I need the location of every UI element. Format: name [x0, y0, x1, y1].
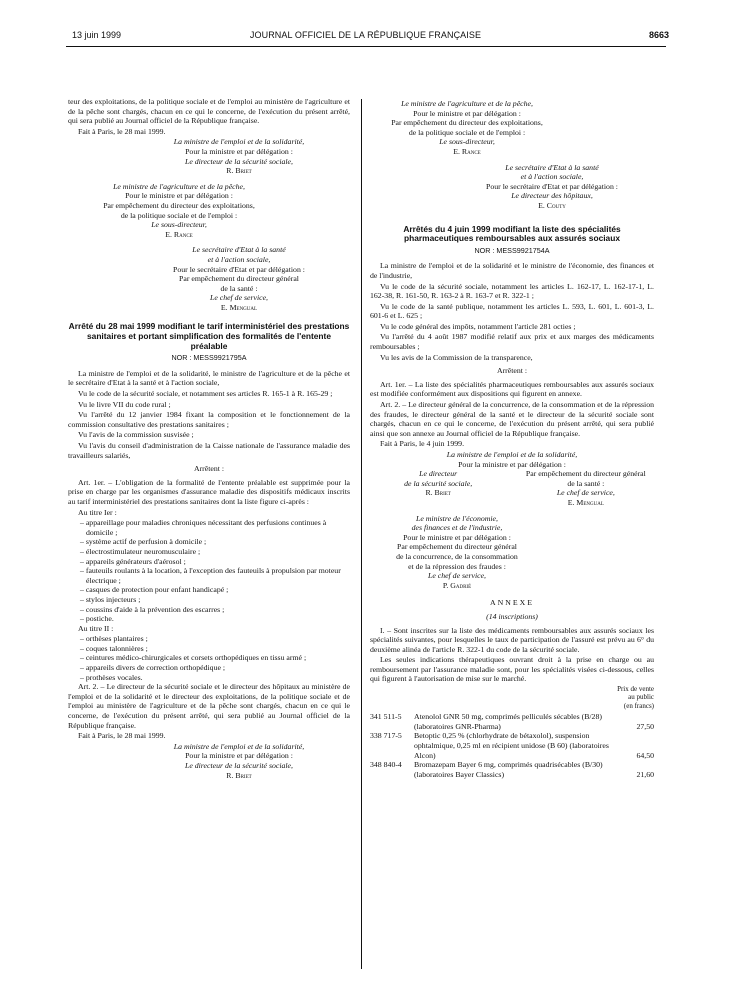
- sig-line: et à l'action sociale,: [207, 254, 271, 264]
- annexe-paragraph: Les seules indications thérapeutiques ouvrant droit à la prise en charge ou au remboursement par l'assurance maladie sont, pour les spécialités visées ci-dessous, celles qui figurent à l'autorisation de mise sur le marché.: [370, 655, 654, 684]
- sig-line: Le ministre de l'agriculture et de la pêche,: [401, 99, 533, 108]
- med-description: Betoptic 0,25 % (chlorhydrate de bétaxolol), suspension ophtalmique, 0,25 ml en récipient unidose (B 60) (laboratoires Alcon): [414, 731, 609, 760]
- fait-line: Fait à Paris, le 28 mai 1999.: [78, 731, 166, 741]
- decree-title: Arrêtés du 4 juin 1999 modifiant la liste des spécialités pharmaceutiques remboursables aux assurés sociaux: [403, 223, 621, 244]
- list-item: – coussins d'aide à la prévention des escarres ;: [80, 604, 225, 614]
- header-date: 13 juin 1999: [72, 30, 122, 40]
- column-divider: [361, 99, 362, 969]
- signature-block: [68, 182, 290, 240]
- fait-line: Fait à Paris, le 4 juin 1999.: [380, 439, 465, 449]
- vu-line: Vu l'arrêté du 4 août 1987 modifié relatif aux prix et aux marges des médicaments remboursables ;: [370, 332, 654, 352]
- arretent: Arrêtent :: [193, 464, 225, 474]
- list-item: – appareils générateurs d'aérosol ;: [80, 556, 186, 566]
- price-head-line: au public: [628, 693, 654, 702]
- list-item: – prothèses vocales.: [80, 672, 143, 682]
- list-item: – postiche.: [80, 614, 114, 624]
- vu-line: Vu le code de la santé publique, notamment les articles L. 593, L. 601, L. 601-3, L. 601-6 et L. 625 ;: [370, 301, 654, 321]
- med-code: 348 840-4: [370, 760, 402, 770]
- paragraph: teur des exploitations, de la politique sociale et de l'emploi au ministère de l'agriculture et de la pêche sont chargés, chacun en ce qui le concerne, de l'exécution du présent arrêté, qui sera publié au Journal officiel de la République française.: [68, 97, 350, 126]
- journal-title: JOURNAL OFFICIEL DE LA RÉPUBLIQUE FRANÇAISE: [249, 30, 482, 40]
- sig-name: R. Briet: [425, 488, 451, 498]
- nor-reference: NOR : MESS9921754A: [474, 245, 550, 255]
- list-item: – électrostimulateur neuromusculaire ;: [80, 546, 201, 556]
- signature-block: [370, 514, 544, 591]
- sig-name: R. Briet: [226, 166, 252, 176]
- sig-line: Pour le ministre et par délégation :: [403, 532, 511, 542]
- sig-line: Le chef de service,: [209, 293, 269, 303]
- header-rule: [66, 46, 666, 47]
- table-row: [370, 731, 654, 760]
- titre-label: Au titre II :: [78, 623, 114, 633]
- list-item: – coques talonnières ;: [80, 643, 148, 653]
- med-price: 64,50: [636, 750, 654, 760]
- med-code: 338 717-5: [370, 731, 402, 741]
- sig-line: de la santé :: [567, 478, 605, 488]
- sig-line: Le ministre de l'économie,: [416, 513, 498, 523]
- med-price: 21,60: [636, 769, 654, 779]
- table-row: [370, 760, 654, 779]
- sig-line: de la sécurité sociale,: [404, 478, 473, 488]
- vu-line: Vu l'avis de la commission susvisée ;: [78, 430, 194, 440]
- paragraph: La ministre de l'emploi et de la solidarité, le ministre de l'agriculture et de la pêche et le secrétaire d'Etat à la santé et à l'action sociale,: [68, 368, 350, 388]
- list-item: – ceintures médico-chirurgicales et corsets orthopédiques en tissu armé ;: [80, 653, 307, 663]
- sig-line: de la santé :: [220, 283, 258, 293]
- list-item: – fauteuils roulants à la location, à l'exception des fauteuils à propulsion par moteur électrique ;: [80, 566, 341, 585]
- sig-line: La ministre de l'emploi et de la solidarité,: [173, 741, 305, 751]
- sig-line: Pour le ministre et par délégation :: [125, 191, 233, 201]
- sig-line: des finances et de l'industrie,: [411, 523, 503, 533]
- device-list-1: [68, 518, 350, 624]
- sig-line: Par empêchement du directeur général: [179, 274, 299, 284]
- article-2: Art. 2. – Le directeur général de la concurrence, de la consommation et de la répression des fraudes, le directeur général de la santé et le directeur de la sécurité sociale sont chargés, chacun en ce qui le concerne, de l'exécution du présent arrêté, qui sera publié ainsi que son annexe au Journal officiel de la République française.: [370, 400, 654, 438]
- device-list-2: [68, 634, 350, 682]
- sig-line: Le directeur des hôpitaux,: [511, 191, 593, 201]
- sig-line: La ministre de l'emploi et de la solidarité,: [446, 450, 578, 459]
- sig-line: et à l'action sociale,: [520, 172, 584, 182]
- sig-line: Pour le ministre et par délégation :: [413, 108, 521, 118]
- vu-line: Vu le code de la sécurité sociale, notamment les articles L. 162-17, L. 162-17-1, L. 162-38, R. 161-50, R. 163-2 à R. 163-7 et R. 322-1 ;: [370, 281, 654, 301]
- signature-split: [370, 469, 654, 507]
- vu-line: Vu le code général des impôts, notamment l'article 281 octies ;: [380, 321, 576, 331]
- sig-line: Pour la ministre et par délégation :: [185, 751, 293, 761]
- signature-block: [450, 163, 654, 211]
- sig-line: Le directeur: [419, 469, 458, 479]
- paragraph: La ministre de l'emploi et de la solidarité et le ministre de l'économie, des finances et de l'industrie,: [370, 261, 654, 280]
- sig-line: de la politique sociale et de l'emploi :: [408, 127, 526, 137]
- sig-line: et de la répression des fraudes :: [408, 561, 506, 571]
- list-item: – orthèses plantaires ;: [80, 634, 148, 644]
- sig-line: Le directeur de la sécurité sociale,: [185, 761, 293, 770]
- signature-block: [128, 137, 350, 175]
- sig-line: Pour la ministre et par délégation :: [458, 459, 566, 469]
- price-head-line: (en francs): [623, 701, 654, 710]
- decree-title: Arrêté du 28 mai 1999 modifiant le tarif interministériel des prestations sanitaires et portant simplification des formalités de l'entente préalable: [68, 321, 350, 351]
- list-item: – appareillage pour maladies chroniques nécessitant des perfusions continues à domicile ;: [80, 518, 327, 537]
- right-column: [370, 99, 654, 779]
- titre-label: Au titre Ier :: [78, 507, 117, 517]
- vu-line: Vu l'arrêté du 12 janvier 1984 fixant la composition et le fonctionnement de la commission consultative des prestations sanitaires ;: [68, 410, 350, 429]
- price-head-line: Prix de vente: [617, 685, 654, 694]
- signature-block: [128, 742, 350, 780]
- sig-line: de la concurrence, de la consommation: [396, 551, 518, 561]
- sig-line: Pour le secrétaire d'Etat et par délégation :: [486, 181, 618, 191]
- med-price: 27,50: [636, 721, 654, 731]
- sig-name: E. Couty: [538, 200, 566, 210]
- article-2: Art. 2. – Le directeur de la sécurité sociale et le directeur des hôpitaux au ministère de l'emploi et de la solidarité et le directeur des exploitations, de la politique sociale et de l'emploi au ministère de l'agriculture et de la pêche sont chargés, chacun en ce qui le concerne, de l'exécution du présent arrêté, qui sera publié au Journal officiel de la République française.: [68, 682, 350, 730]
- sig-name: E. Rance: [165, 229, 193, 239]
- page-header: [0, 0, 731, 46]
- list-item: – stylos injecteurs ;: [80, 594, 141, 604]
- sig-name: P. Gadrié: [442, 580, 472, 590]
- sig-line: Par empêchement du directeur général: [397, 542, 517, 552]
- page-number: 8663: [648, 30, 669, 40]
- sig-line: Le sous-directeur,: [151, 220, 207, 230]
- table-row: [370, 712, 654, 731]
- vu-line: Vu les avis de la Commission de la transparence,: [380, 352, 533, 362]
- fait-line: Fait à Paris, le 28 mai 1999.: [78, 126, 166, 136]
- signature-left: [370, 469, 506, 507]
- sig-line: Le ministre de l'agriculture et de la pêche,: [113, 181, 245, 191]
- signature-right: [518, 469, 654, 507]
- signature-block: [370, 450, 654, 469]
- sig-line: Le secrétaire d'Etat à la santé: [192, 245, 286, 255]
- vu-line: Vu l'avis du conseil d'administration de la Caisse nationale de l'assurance maladie des travailleurs salariés,: [68, 441, 350, 460]
- medication-table: [370, 712, 654, 779]
- sig-name: E. Mengual: [567, 497, 604, 507]
- list-item: – appareils divers de correction orthopédique ;: [80, 663, 226, 673]
- annexe-paragraph: I. – Sont inscrites sur la liste des médicaments remboursables aux assurés sociaux les spécialités suivantes, pour lesquelles le taux de participation de l'assuré est prévu au 6° du deuxième alinéa de l'article R. 322-1 du code de la sécurité sociale.: [370, 625, 654, 654]
- med-code: 341 511-5: [370, 712, 402, 722]
- sig-line: Le secrétaire d'Etat à la santé: [505, 162, 599, 172]
- list-item: – casques de protection pour enfant handicapé ;: [80, 585, 229, 595]
- signature-block: [370, 99, 564, 157]
- inscriptions-count: (14 inscriptions): [486, 611, 538, 621]
- nor-reference: NOR : MESS9921795A: [171, 353, 247, 363]
- sig-line: de la politique sociale et de l'emploi :: [120, 210, 238, 220]
- sig-line: Le chef de service,: [556, 488, 615, 498]
- vu-line: Vu le livre VII du code rural ;: [78, 399, 171, 409]
- sig-line: Par empêchement du directeur des exploitations,: [391, 118, 543, 128]
- sig-name: R. Briet: [226, 770, 252, 780]
- sig-name: E. Rance: [453, 146, 481, 156]
- article-1: Art. 1er. – L'obligation de la formalité de l'entente préalable est supprimée pour la prise en charge par les organismes d'assurance maladie des dispositifs médicaux inscrits au tarif interministériel des prestations sanitaires dont la liste figure ci-après :: [68, 477, 350, 506]
- left-column: [68, 97, 350, 780]
- annexe-heading: ANNEXE: [489, 598, 535, 608]
- arretent: Arrêtent :: [496, 366, 528, 376]
- price-column-header: [370, 685, 654, 710]
- med-description: Atenolol GNR 50 mg, comprimés pelliculés sécables (B/28) (laboratoires GNR-Pharma): [414, 712, 602, 731]
- sig-line: Le sous-directeur,: [439, 137, 495, 147]
- signature-block: [128, 245, 350, 312]
- article-1: Art. 1er. – La liste des spécialités pharmaceutiques remboursables aux assurés sociaux est modifiée conformément aux dispositions qui figurent en annexe.: [370, 379, 654, 399]
- list-item: – système actif de perfusion à domicile ;: [80, 537, 207, 547]
- sig-line: Pour le secrétaire d'Etat et par délégation :: [173, 264, 305, 274]
- vu-line: Vu le code de la sécurité sociale, et notamment ses articles R. 165-1 à R. 165-29 ;: [78, 389, 333, 399]
- sig-line: Le directeur de la sécurité sociale,: [185, 156, 293, 166]
- sig-line: Par empêchement du directeur des exploitations,: [103, 200, 255, 210]
- med-description: Bromazepam Bayer 6 mg, comprimés quadrisécables (B/30) (laboratoires Bayer Classics): [414, 760, 603, 779]
- sig-line: Pour la ministre et par délégation :: [185, 146, 293, 156]
- sig-line: La ministre de l'emploi et de la solidarité,: [173, 137, 305, 147]
- sig-line: Le chef de service,: [427, 571, 487, 581]
- sig-line: Par empêchement du directeur général: [525, 469, 646, 479]
- sig-name: E. Mengual: [220, 302, 258, 312]
